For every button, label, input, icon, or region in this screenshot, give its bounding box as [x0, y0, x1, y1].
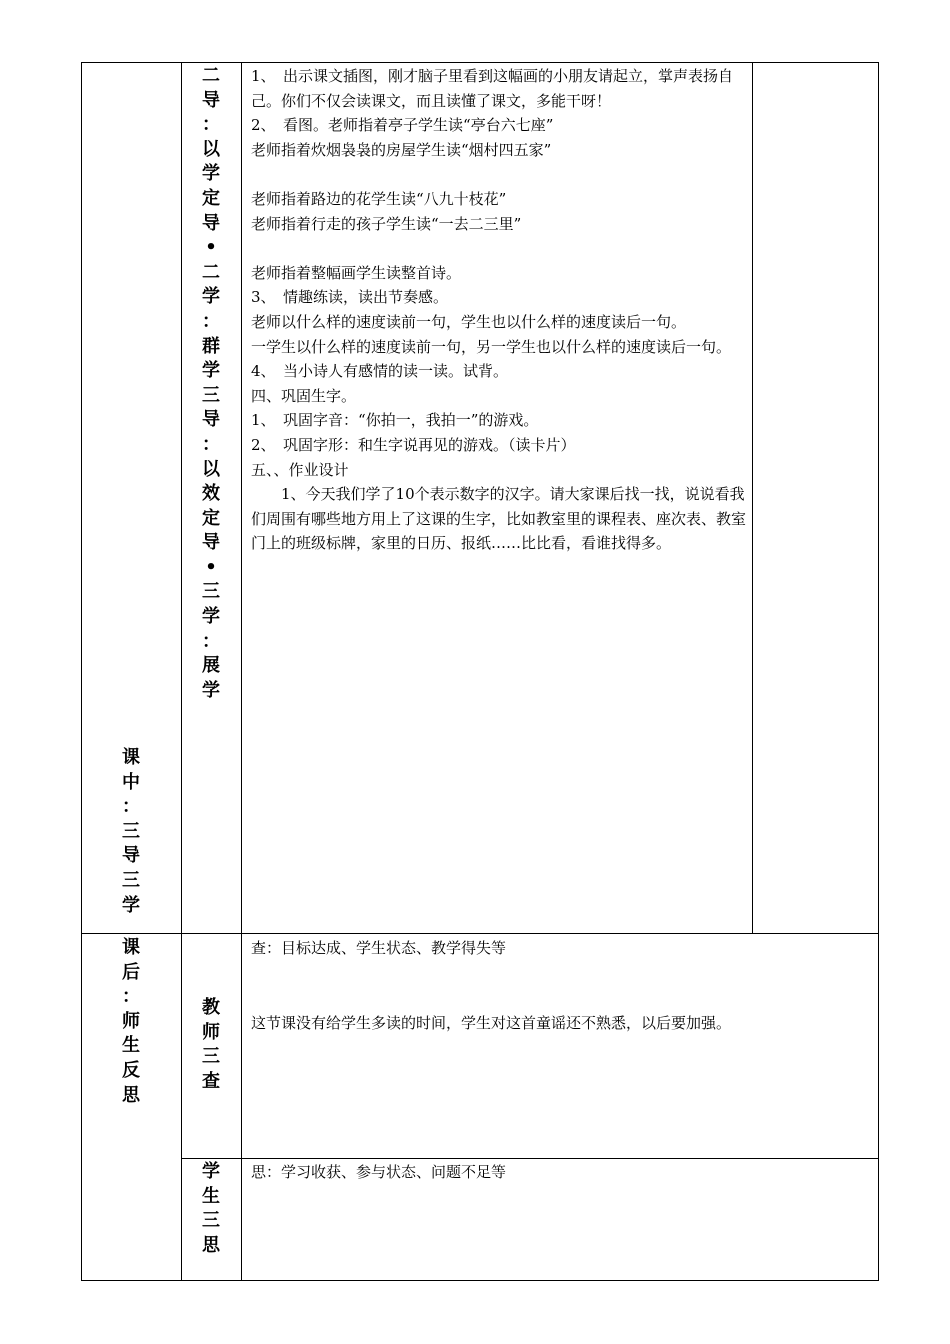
vertical-char: 课 [122, 937, 140, 958]
table-right-border [878, 62, 879, 1281]
vertical-char: 三 [202, 1046, 220, 1068]
vertical-char: 学 [202, 1161, 220, 1182]
vertical-char: 导 [202, 409, 220, 431]
vertical-char: 学 [122, 894, 140, 916]
vertical-char: 群 [202, 335, 220, 357]
vertical-char: 反 [122, 1059, 140, 1081]
content-line: 老师以什么样的速度读前一句，学生也以什么样的速度读后一句。 [251, 312, 687, 331]
row-divider-student [181, 1158, 879, 1159]
vertical-char: 以 [202, 458, 220, 480]
content-line: 3、 情趣练读，读出节奏感。 [251, 288, 449, 307]
teacher-reflection: 这节课没有给学生多读的时间，学生对这首童谣还不熟悉，以后要加强。 [251, 1014, 732, 1032]
vertical-char: 三 [122, 820, 140, 842]
content-line: 2、 看图。老师指着亭子学生读“亭台六七座” [251, 116, 554, 135]
vertical-char: 师 [122, 1010, 140, 1032]
content-line: 老师指着炊烟袅袅的房屋学生读“烟村四五家” [251, 140, 552, 159]
student-think-prompt: 思：学习收获、参与状态、问题不足等 [251, 1163, 507, 1181]
vertical-char: 学 [202, 606, 220, 628]
vertical-char: 定 [202, 187, 220, 209]
vertical-char: 三 [202, 581, 220, 603]
content-line: 2、 巩固字形：和生字说再见的游戏。（读卡片） [251, 435, 576, 454]
vertical-char: 三 [202, 384, 220, 406]
content-line: 1、 出示课文插图，刚才脑子里看到这幅画的小朋友请起立，掌声表扬自己。你们不仅会读课文，而且读懂了课文，多能干呀！ [251, 67, 734, 110]
content-line: 1、今天我们学了10个表示数字的汉字。请大家课后找一找，说说看我们周围有哪些地方用上了这课的生字，比如教室里的课程表、座次表、教室门上的班级标牌，家里的日历、报纸……比比看，看谁找得多。 [251, 485, 747, 553]
vertical-char: 后 [122, 961, 140, 983]
vertical-char: ： [122, 796, 140, 818]
content-line: 老师指着行走的孩子学生读“一去二三里” [251, 214, 522, 233]
vertical-char: 导 [202, 212, 220, 234]
column-divider-2 [241, 62, 242, 1281]
vertical-char: 查 [202, 1070, 220, 1092]
vertical-char: 导 [202, 532, 220, 554]
content-line: 1、 巩固字音：“你拍一，我拍一”的游戏。 [251, 411, 539, 430]
after-class-label [101, 936, 161, 1108]
content-line: 4、 当小诗人有感情的读一读。试背。 [251, 362, 509, 381]
vertical-char: • [205, 237, 217, 259]
vertical-char: 三 [202, 1210, 220, 1232]
vertical-char: ： [202, 433, 220, 455]
content-line: 老师指着路边的花学生读“八九十枝花” [251, 189, 507, 208]
table-top-border [81, 62, 879, 63]
vertical-char: 学 [202, 286, 220, 308]
vertical-char: 二 [202, 261, 220, 283]
vertical-char: ： [202, 114, 220, 136]
column-divider-3 [752, 62, 753, 934]
guide-column-label [181, 64, 241, 703]
row-divider-after-class [81, 933, 879, 934]
vertical-char: 二 [202, 65, 220, 86]
class-middle-label [101, 746, 161, 918]
vertical-char: 导 [202, 89, 220, 111]
student-think-label [181, 1160, 241, 1258]
vertical-char: 定 [202, 507, 220, 529]
vertical-char: 思 [202, 1234, 220, 1256]
vertical-char: 导 [122, 845, 140, 867]
content-line-blank [251, 162, 746, 187]
content-line-blank [251, 236, 746, 261]
vertical-char: 生 [202, 1185, 220, 1207]
vertical-char: 三 [122, 869, 140, 891]
vertical-char: 学 [202, 163, 220, 185]
vertical-char: 生 [122, 1035, 140, 1057]
content-line: 老师指着整幅画学生读整首诗。 [251, 263, 462, 282]
vertical-char: • [205, 556, 217, 578]
lesson-content [251, 64, 746, 556]
vertical-char: 思 [122, 1084, 140, 1106]
content-line: 四、巩固生字。 [251, 386, 357, 405]
content-line: 五、、作业设计 [251, 460, 349, 479]
vertical-char: ： [122, 986, 140, 1008]
vertical-char: 效 [202, 483, 220, 505]
vertical-char: 师 [202, 1021, 220, 1043]
teacher-check-prompt: 查：目标达成、学生状态、教学得失等 [251, 939, 507, 957]
vertical-char: 学 [202, 679, 220, 701]
vertical-char: 展 [202, 655, 220, 677]
vertical-char: 学 [202, 360, 220, 382]
content-line: 一学生以什么样的速度读前一句，另一学生也以什么样的速度读后一句。 [251, 337, 732, 356]
teacher-check-label [181, 996, 241, 1094]
vertical-char: ： [202, 310, 220, 332]
vertical-char: 以 [202, 138, 220, 160]
vertical-char: 中 [122, 771, 140, 793]
table-bottom-border [81, 1280, 879, 1281]
vertical-char: 教 [202, 997, 220, 1018]
table-left-border [81, 62, 82, 1281]
vertical-char: ： [202, 630, 220, 652]
vertical-char: 课 [122, 747, 140, 768]
